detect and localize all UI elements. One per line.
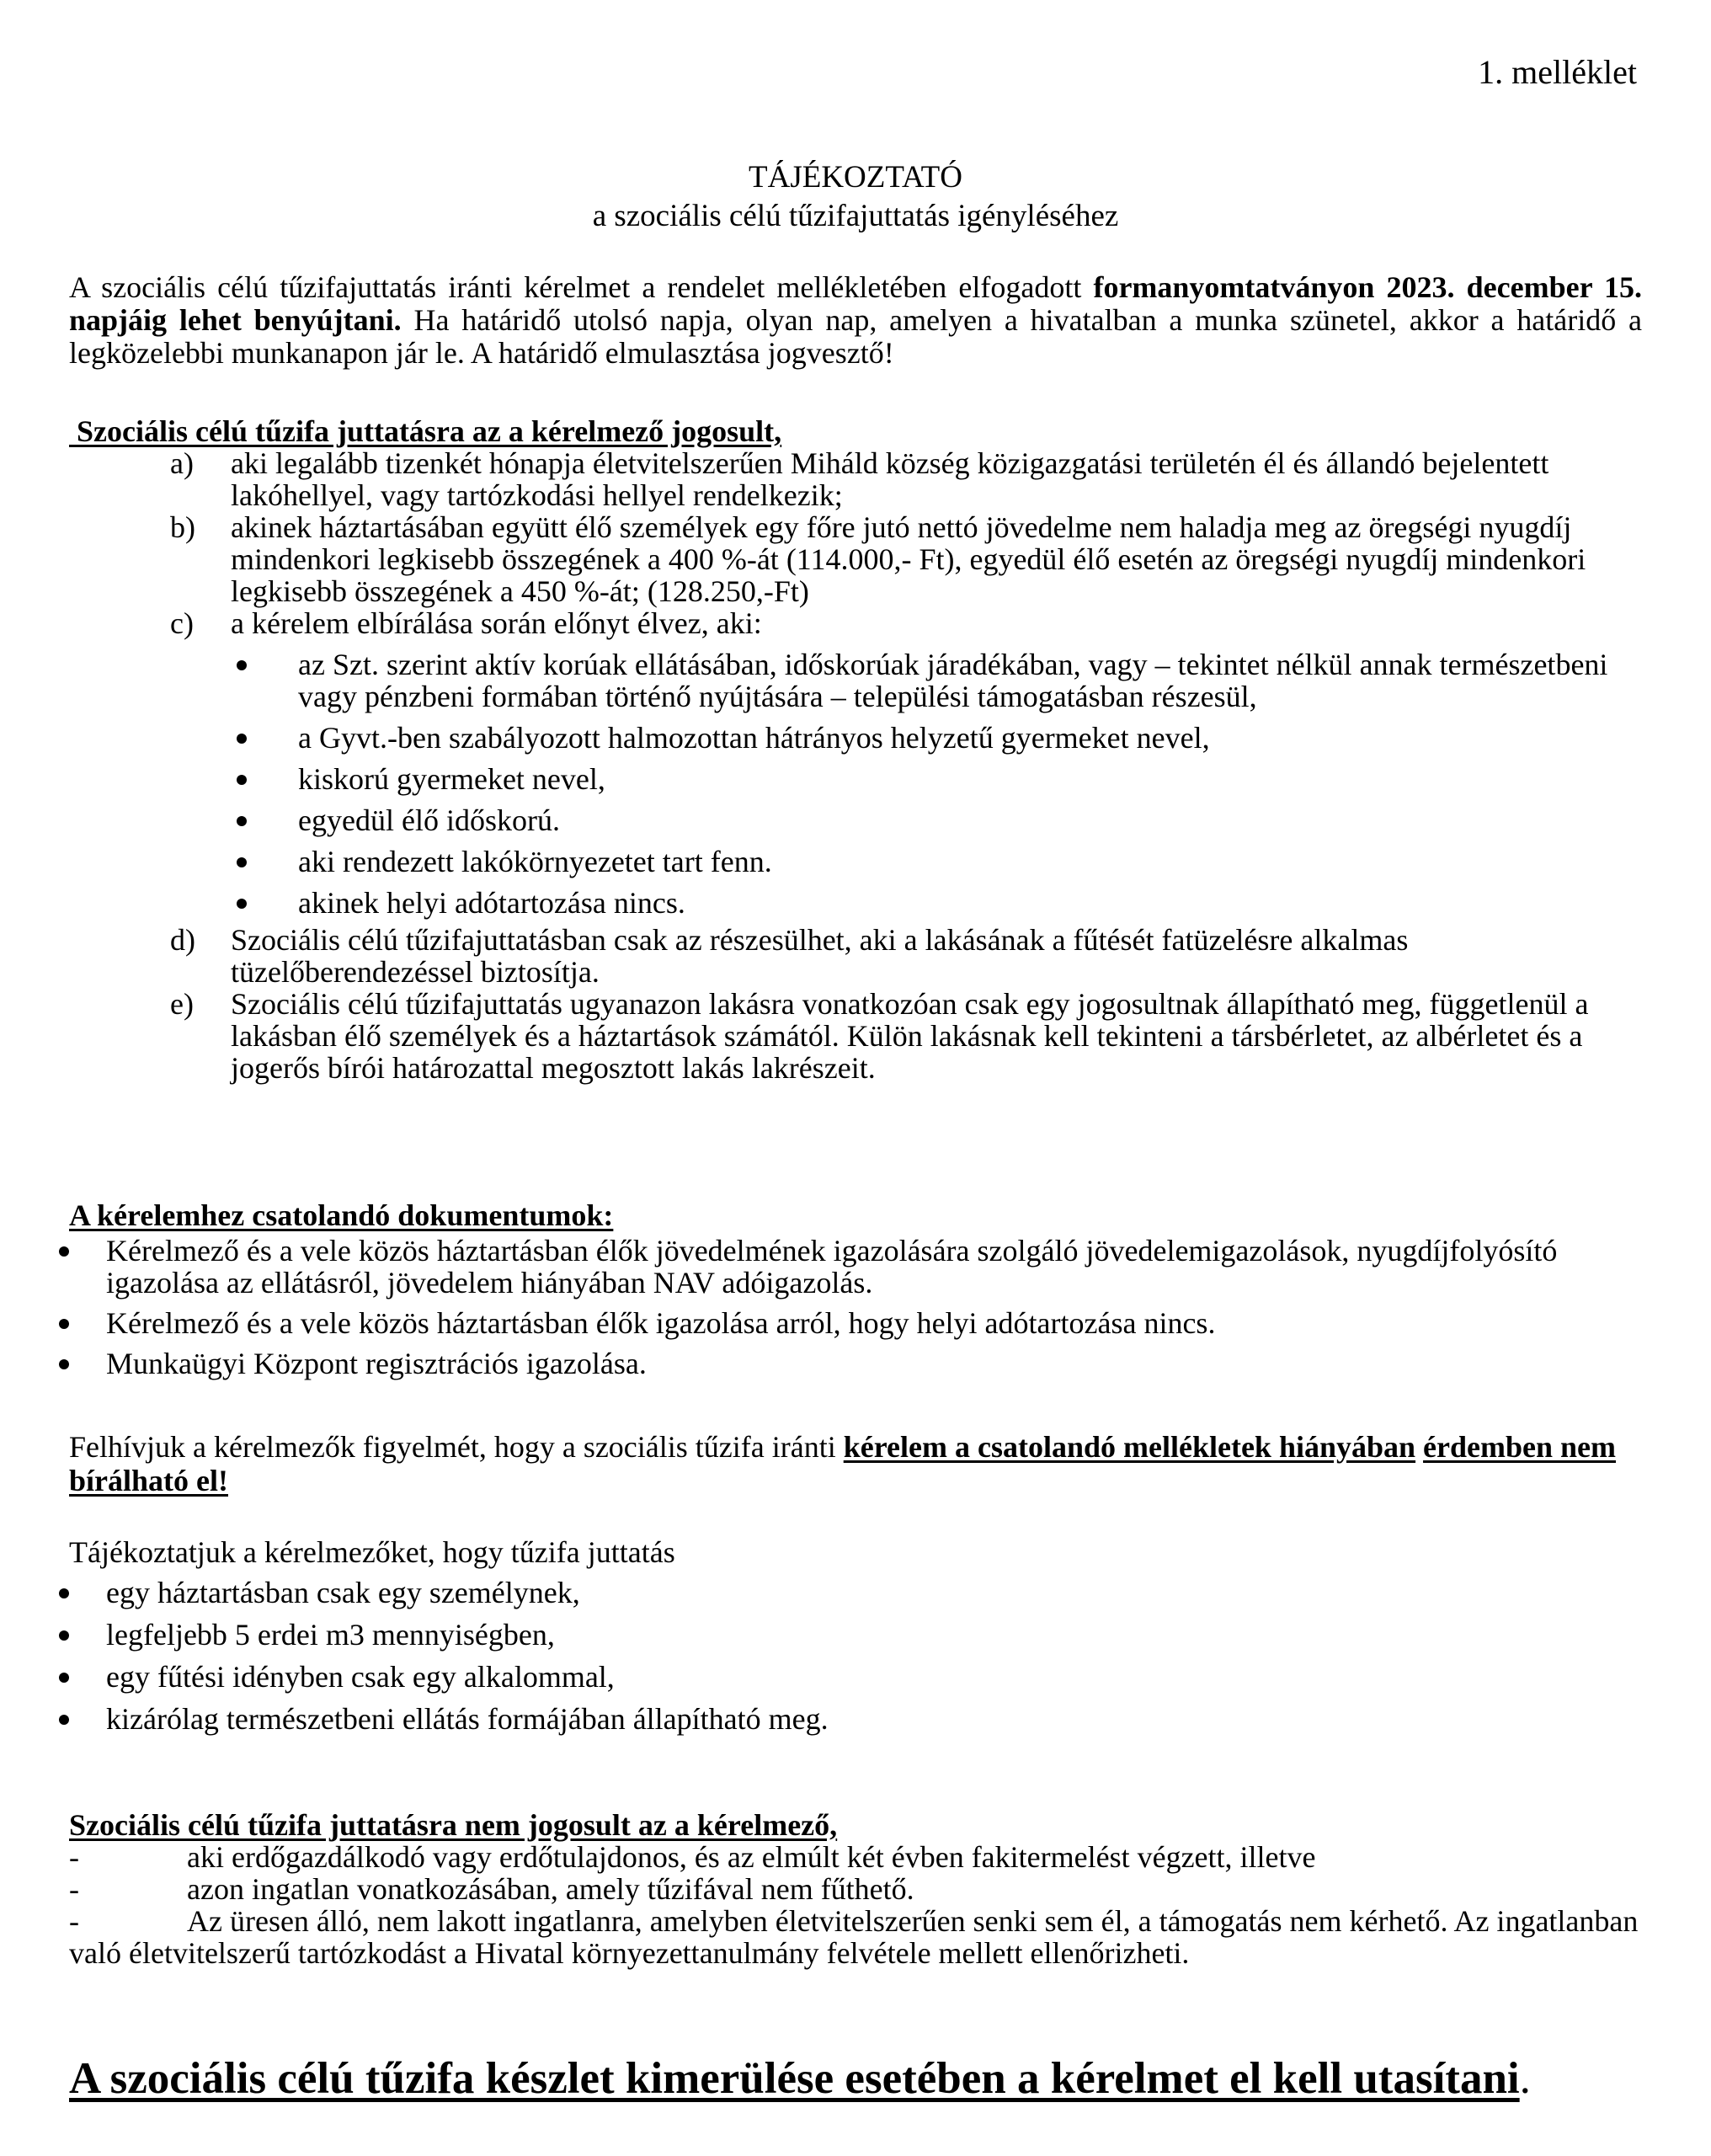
preference-item: az Szt. szerint aktív korúak ellátásában, időskorúak járadékában, vagy – tekintet nélkül annak természetbeni vagy pénzbeni formában történő nyújtására – települési támogatásban részesül, — [231, 648, 1642, 712]
final-warning — [69, 2053, 1660, 2104]
item-text: Szociális célú tűzifajuttatás ugyanazon lakásra vonatkozóan csak egy jogosultnak állapítható meg, függetlenül a lakásban élő személyek és a háztartások számától. Külön lakásnak kell tekinteni a társbérletet, az albérletet és a jogerős bírói határozattal megosztott lakás lakrészeit. — [231, 987, 1589, 1085]
dash-marker: - — [69, 1904, 79, 1938]
item-label: d) — [170, 923, 195, 957]
notice-emphasis-2: érdemben nem bírálható el! — [69, 1430, 1617, 1497]
not-eligible-item — [69, 1841, 1642, 1873]
dash-marker: - — [69, 1840, 79, 1874]
final-warning-period: . — [1519, 2054, 1531, 2103]
limits-list — [69, 1577, 1642, 1735]
not-eligible-text: Az üresen álló, nem lakott ingatlanra, amelyben életvitelszerűen senki sem él, a támogatás nem kérhető. Az ingatlanban való életvitelszerű tartózkodást a Hivatal környezettanulmány felvétele mellett ellenőrizheti. — [69, 1904, 1639, 1970]
item-label: c) — [170, 606, 194, 640]
item-label: b) — [170, 510, 195, 544]
item-text: aki legalább tizenkét hónapja életvitelszerűen Miháld község közigazgatási területén él és állandó bejelentett lakóhellyel, vagy tartózkodási hellyel rendelkezik; — [231, 446, 1549, 512]
preference-item: egyedül élő időskorú. — [231, 804, 1642, 836]
notice-separator — [1415, 1430, 1423, 1464]
preference-item: kiskorú gyermeket nevel, — [231, 763, 1642, 795]
annex-label: 1. melléklet — [1478, 53, 1637, 91]
item-label: a) — [170, 446, 194, 480]
limits-section — [69, 1536, 1642, 1745]
not-eligible-heading: Szociális célú tűzifa juttatásra nem jogosult az a kérelmező, — [69, 1808, 838, 1842]
not-eligible-item — [69, 1873, 1642, 1905]
item-text: Szociális célú tűzifajuttatásban csak az részesülhet, aki a lakásának a fűtését fatüzelésre alkalmas tüzelőberendezéssel biztosítja. — [231, 923, 1409, 989]
not-eligible-text: aki erdőgazdálkodó vagy erdőtulajdonos, és az elmúlt két évben fakitermelést végzett, illetve — [187, 1840, 1316, 1874]
document-item: Munkaügyi Központ regisztrációs igazolása. — [59, 1348, 1642, 1380]
preference-item: akinek helyi adótartozása nincs. — [231, 887, 1642, 919]
intro-text-2: Ha határidő utolsó napja, olyan nap, amelyen a hivatalban a munka szünetel, akkor a határidő a legközelebbi munkanapon jár le. A határidő elmulasztása jogvesztő! — [69, 303, 1643, 370]
eligibility-heading: Szociális célú tűzifa juttatásra az a kérelmező jogosult, — [69, 414, 782, 448]
preference-item: a Gyvt.-ben szabályozott halmozottan hátrányos helyzetű gyermeket nevel, — [231, 722, 1642, 754]
document-subtitle: a szociális célú tűzifajuttatás igényléséhez — [592, 199, 1119, 233]
eligibility-item-d — [69, 924, 1642, 988]
notice-paragraph — [69, 1430, 1642, 1497]
item-label: e) — [170, 987, 194, 1021]
limit-item: egy háztartásban csak egy személynek, — [59, 1577, 1642, 1609]
item-text: a kérelem elbírálása során előnyt élvez, aki: — [231, 606, 762, 640]
not-eligible-item — [69, 1905, 1642, 1969]
notice-emphasis-1: kérelem a csatolandó mellékletek hiányában — [843, 1430, 1416, 1464]
eligibility-item-b — [69, 511, 1642, 607]
not-eligible-text: azon ingatlan vonatkozásában, amely tűzifával nem fűthető. — [187, 1872, 914, 1906]
eligibility-list — [69, 447, 1642, 1084]
eligibility-section — [69, 415, 1642, 1084]
document-item: Kérelmező és a vele közös háztartásban élők igazolása arról, hogy helyi adótartozása nincs. — [59, 1307, 1642, 1339]
document-title: TÁJÉKOZTATÓ — [749, 160, 962, 195]
limit-item: egy fűtési idényben csak egy alkalommal, — [59, 1661, 1642, 1693]
limits-intro: Tájékoztatjuk a kérelmezőket, hogy tűzifa juttatás — [69, 1535, 675, 1569]
documents-section — [69, 1199, 1642, 1388]
intro-text-1: A szociális célú tűzifajuttatás iránti kérelmet a rendelet mellékletében elfogadott — [69, 270, 1094, 304]
eligibility-item-a — [69, 447, 1642, 511]
item-text: akinek háztartásában együtt élő személyek egy főre jutó nettó jövedelme nem haladja meg az öregségi nyugdíj mindenkori legkisebb összegének a 400 %-át (114.000,- Ft), egyedül élő esetén az öregségi nyugdíj mindenkori legkisebb összegének a 450 %-át; (128.250,-Ft) — [231, 510, 1586, 608]
document-item: Kérelmező és a vele közös háztartásban élők jövedelmének igazolására szolgáló jövedelemigazolások, nyugdíjfolyósító igazolása az ellátásról, jövedelem hiányában NAV adóigazolás. — [59, 1235, 1642, 1299]
documents-list — [69, 1235, 1642, 1380]
notice-text: Felhívjuk a kérelmezők figyelmét, hogy a szociális tűzifa iránti — [69, 1430, 844, 1464]
eligibility-item-e — [69, 988, 1642, 1084]
title-block — [0, 158, 1711, 236]
preference-item: aki rendezett lakókörnyezetet tart fenn. — [231, 846, 1642, 878]
not-eligible-section — [69, 1809, 1642, 1969]
documents-heading: A kérelemhez csatolandó dokumentumok: — [69, 1198, 614, 1232]
preference-list — [231, 648, 1642, 919]
final-warning-text: A szociális célú tűzifa készlet kimerülése esetében a kérelmet el kell utasítani — [69, 2054, 1520, 2103]
limit-item: legfeljebb 5 erdei m3 mennyiségben, — [59, 1619, 1642, 1651]
dash-marker: - — [69, 1872, 79, 1906]
limit-item: kizárólag természetbeni ellátás formájában állapítható meg. — [59, 1703, 1642, 1735]
eligibility-item-c — [69, 607, 1642, 919]
intro-deadline-bold: formanyomtatványon 2023. december 15. napjáig lehet benyújtani. — [69, 270, 1642, 337]
intro-paragraph — [69, 271, 1642, 370]
